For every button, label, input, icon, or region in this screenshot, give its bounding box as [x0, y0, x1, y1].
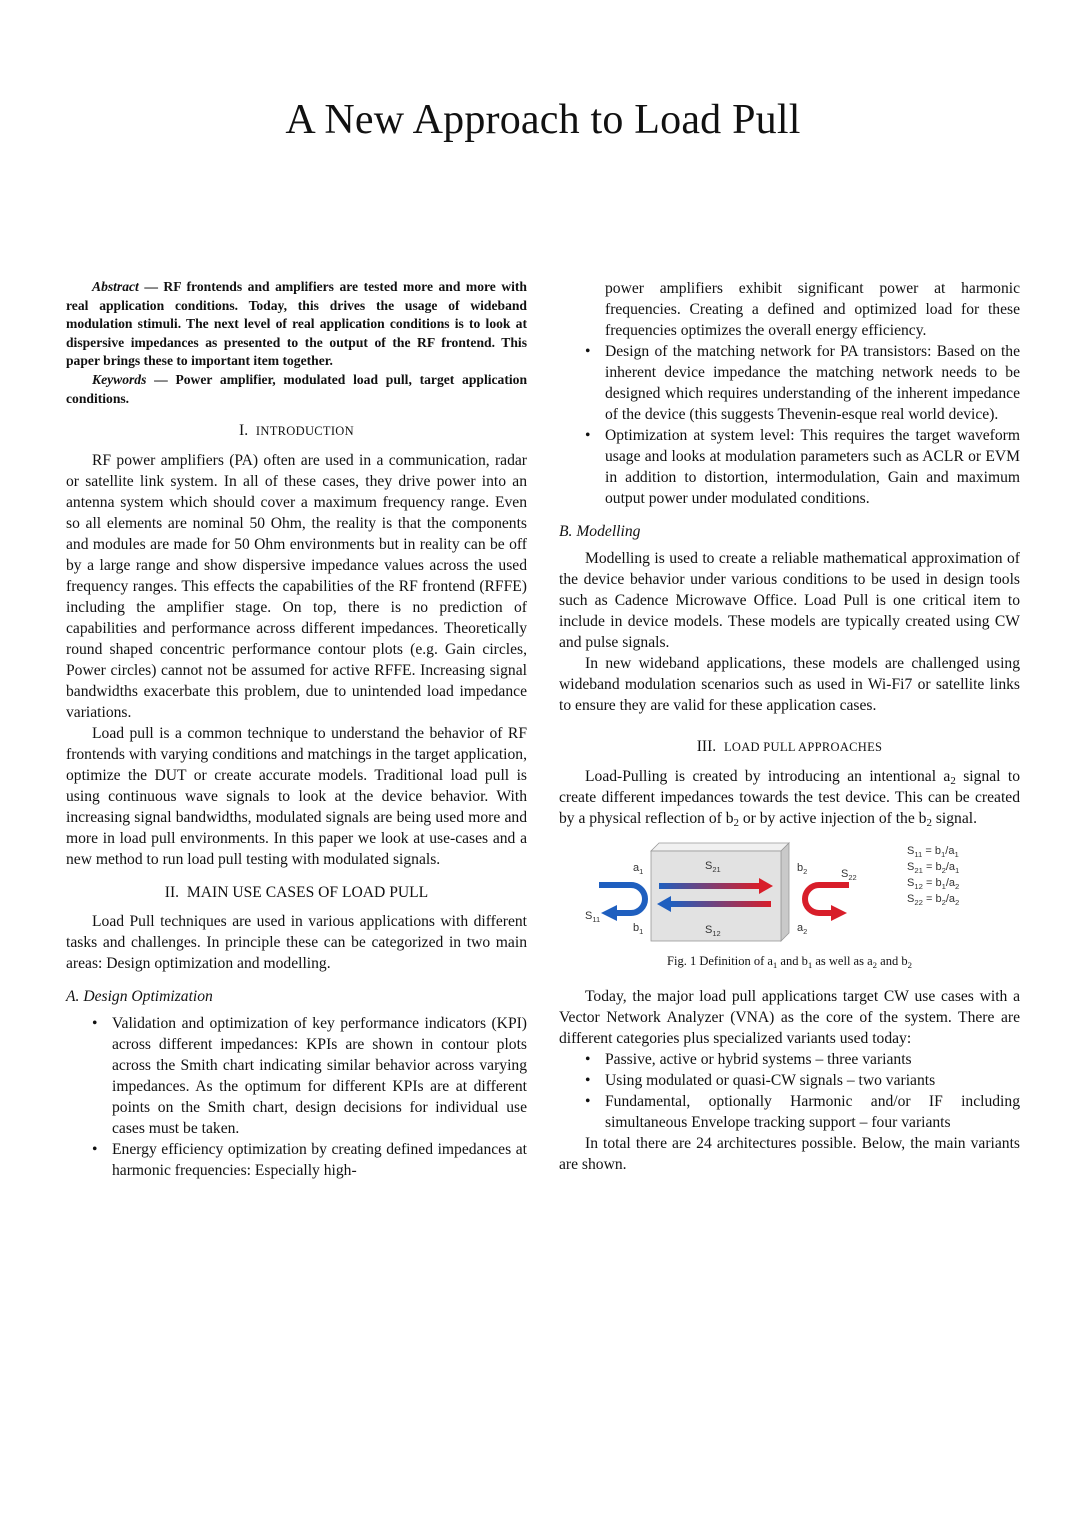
section-number: I.	[239, 422, 249, 440]
equation: $S_{11} = b_1/a_1$	[907, 845, 959, 859]
figure-caption: Fig. 1 Definition of $a_1$ and $b_1$ as well as $a_2$ and $b_2$	[667, 954, 912, 970]
list-item: • Using modulated or quasi-CW signals – two variants	[605, 1070, 1020, 1091]
s11-reflection-arrow	[599, 885, 645, 913]
s22-arrow-head	[831, 905, 847, 921]
paragraph: In new wideband applications, these models are challenged using wideband modulation scenarios such as used in Wi-Fi7 or satellite links to ensure they are valid for these application cases.	[559, 655, 1020, 714]
list-item: • Validation and optimization of key performance indicators (KPI) across different impedances: KPIs are shown in contour plots across the Smith chart indicating similar behavior across varying impedances. As the optimum for different KPIs are at different points on the Smith chart, design decisions for individual use cases must be taken.	[112, 1013, 527, 1139]
bullet-list	[559, 341, 1020, 509]
paragraph: Modelling is used to create a reliable mathematical approximation of the device behavior under various conditions to be used in design tools such as Cadence Microwave Office. Load Pull is one critical item to include in device models. These models are typically created using CW and pulse signals.	[559, 550, 1020, 651]
label-s11: $S_{11}$	[585, 910, 601, 924]
list-item: • Optimization at system level: This requires the target waveform usage and looks at modulation parameters such as ACLR or EVM in addition to distortion, intermodulation, Gain and maximum output power under modulated conditions.	[605, 425, 1020, 509]
text: or by active injection of the b	[738, 810, 927, 827]
paragraph	[559, 766, 1020, 829]
section-heading-use-cases	[66, 882, 527, 903]
label-a2: $a_2$	[797, 922, 808, 936]
label-s21: $S_{21}$	[705, 860, 721, 874]
equation: $S_{22} = b_2/a_2$	[907, 893, 960, 907]
subscript: 2	[926, 817, 932, 829]
paragraph: Today, the major load pull applications target CW use cases with a Vector Network Analyzer (VNA) as the core of the system. There are different categories plus specialized variants used today:	[559, 988, 1020, 1047]
subscript: 2	[733, 817, 739, 829]
paragraph: RF power amplifiers (PA) often are used in a communication, radar or satellite link system. In all of these cases, they drive power into an antenna system which should cover a maximum frequency range. Even so all elements are nominal 50 Ohm, the reality is that the components and modules are made for 50 Ohm environments but in reality can be off by a large range and show dispersive impedance values across the used frequency ranges. This effects the capabilities of the RF frontend (RFFE) including the amplifier stage. On top, there is no prediction of capabilities and performance across different impedances. Theoretically round shaped concentric performance contour plots (e.g. Gain circles, Power circles) cannot not be assumed for active RFFE. Increasing signal bandwidths exacerbate this problem, due to unintended load impedance variations.	[66, 452, 527, 722]
list-item-continued	[605, 278, 1020, 341]
text: Load-Pulling is created by introducing an intentional a	[585, 768, 951, 785]
s12-arrow-shaft	[671, 901, 771, 907]
paper-title: A New Approach to Load Pull	[285, 97, 801, 143]
s22-reflection-arrow	[805, 885, 849, 913]
keywords-label: Keywords	[92, 371, 147, 387]
keywords-text: — Power amplifier, modulated load pull, target application conditions.	[66, 371, 527, 406]
list-item: • Design of the matching network for PA transistors: Based on the inherent device impedance the matching network needs to be designed which requires understanding of the inherent impedance of the device (this suggests Thevenin-esque real world device).	[605, 341, 1020, 425]
label-b1: $b_1$	[633, 922, 644, 936]
paragraph: In total there are 24 architectures possible. Below, the main variants are shown.	[559, 1135, 1020, 1173]
bullet-list	[559, 1049, 1020, 1133]
label-a1: $a_1$	[633, 862, 644, 876]
box-top	[651, 843, 789, 851]
s11-arrow-head	[601, 905, 617, 921]
equation: $S_{21} = b_2/a_1$	[907, 861, 960, 875]
list-item: • Passive, active or hybrid systems – three variants	[605, 1049, 1020, 1070]
section-title: LOAD PULL APPROACHES	[723, 740, 883, 754]
abstract-label: Abstract	[92, 279, 139, 294]
sparameter-equations	[907, 843, 959, 907]
keywords	[66, 371, 527, 408]
section-title: MAIN USE CASES OF LOAD PULL	[186, 884, 429, 902]
text: signal.	[931, 810, 977, 827]
list-item: • Energy efficiency optimization by creating defined impedances at harmonic frequencies: Especially high-	[112, 1139, 527, 1181]
paragraph: Load pull is a common technique to understand the behavior of RF frontends with varying conditions and matchings in the target application, optimize the DUT or create accurate models. Traditional load pull is using continuous wave signals to look at the device behavior. With increasing signal bandwidths, modulated signals are being used more and more in load pull environments. In this paper we look at use-cases and a new method to run load pull testing with modulated signals.	[66, 725, 527, 869]
abstract-text: — RF frontends and amplifiers are tested more and more with real application conditions. Today, this drives the usage of wideband modulation stimuli. The next level of real application conditions is to look at dispersive impedances as presented to the output of the RF frontend. This paper brings these to important item together.	[66, 279, 527, 369]
subsection-heading: A. Design Optimization	[66, 988, 213, 1006]
section-number: II.	[164, 884, 180, 902]
box-side	[781, 843, 789, 941]
figure-1	[559, 837, 1020, 947]
label-s22: $S_{22}$	[841, 868, 857, 882]
text: signal to create different impedances towards the test device. This can be created by a physical reflection of b	[559, 768, 1020, 827]
section-title: INTRODUCTION	[255, 424, 354, 439]
s21-arrow-shaft	[659, 883, 759, 889]
bullet-list-continued	[559, 278, 1020, 341]
list-item: • Fundamental, optionally Harmonic and/or IF including simultaneous Envelope tracking support – four variants	[605, 1091, 1020, 1133]
section-number: III.	[696, 738, 717, 755]
subsection-heading: B. Modelling	[559, 523, 641, 540]
bullet-list	[66, 1013, 527, 1181]
continued-text: power amplifiers exhibit significant power at harmonic frequencies. Creating a defined and optimized load for these frequencies optimizes the overall energy efficiency.	[605, 280, 1020, 339]
subscript: 2	[950, 775, 956, 787]
abstract	[66, 278, 527, 371]
right-column	[559, 278, 1020, 1175]
left-column	[66, 278, 527, 1181]
section-heading-approaches	[559, 736, 1020, 758]
paragraph: Load Pull techniques are used in various applications with different tasks and challenges. In principle these can be categorized in two main areas: Design optimization and modelling.	[66, 913, 527, 973]
label-b2: $b_2$	[797, 862, 808, 876]
equation: $S_{12} = b_1/a_2$	[907, 877, 960, 891]
label-s12: $S_{12}$	[705, 924, 721, 938]
section-heading-introduction	[66, 420, 527, 442]
